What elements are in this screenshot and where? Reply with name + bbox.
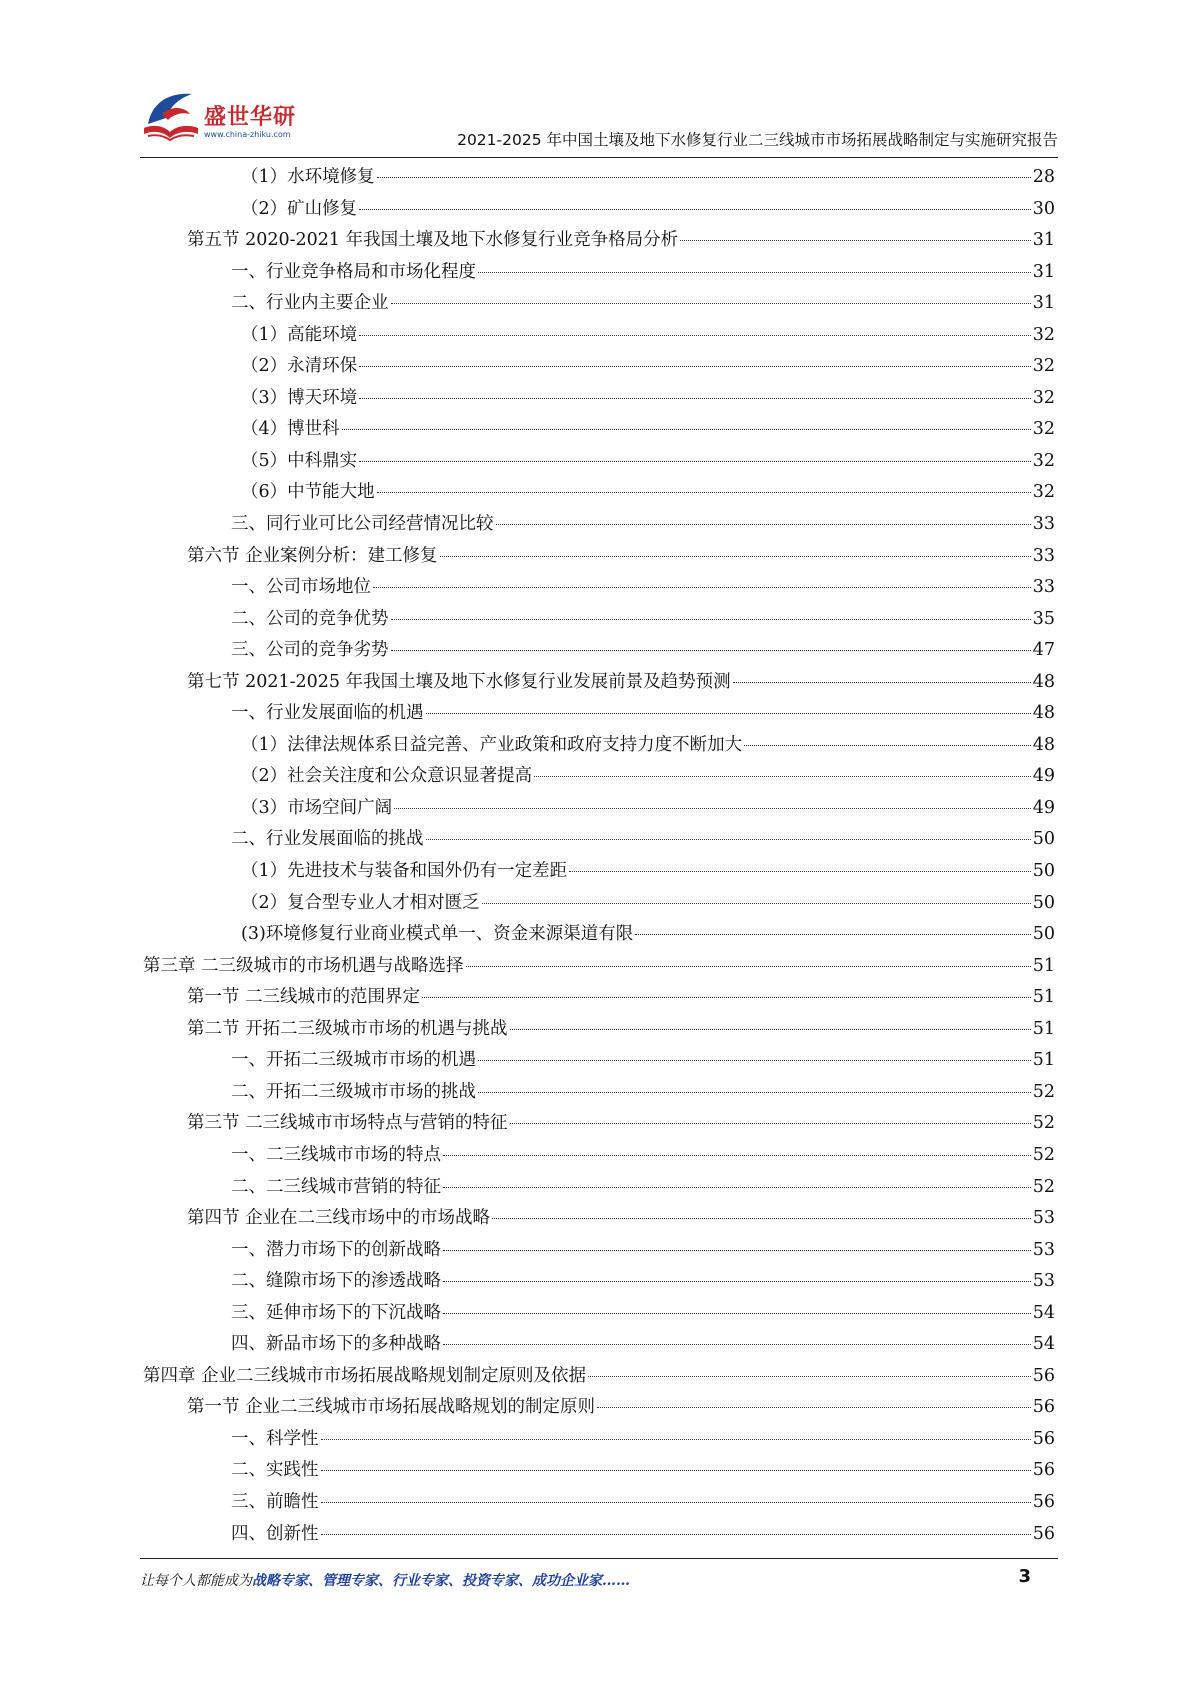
toc-entry-page: 54 [1032,1302,1055,1323]
toc-entry-page: 56 [1032,1460,1055,1481]
toc-entry[interactable] [143,541,1055,573]
toc-dot-leader [443,1312,1031,1314]
toc-dot-leader [422,996,1031,998]
toc-dot-leader [391,618,1031,620]
toc-entry-page: 31 [1032,261,1055,282]
toc-entry-page: 32 [1032,450,1055,471]
toc-entry-title: （1）高能环境 [241,324,358,345]
toc-dot-leader [321,1438,1031,1440]
toc-entry-page: 53 [1032,1239,1055,1260]
header-divider [140,157,1058,158]
toc-entry-page: 48 [1032,671,1055,692]
toc-dot-leader [478,1091,1031,1093]
toc-dot-leader [359,365,1031,367]
toc-entry-title: 第三章 二三级城市的市场机遇与战略选择 [143,955,464,976]
toc-entry-page: 30 [1032,198,1055,219]
toc-entry-title: （2）永清环保 [241,356,358,377]
toc-entry-title: （4）博世科 [241,419,340,440]
toc-entry-title: 二、行业发展面临的挑战 [231,829,424,850]
toc-entry-page: 32 [1032,356,1055,377]
toc-dot-leader [426,712,1031,714]
toc-entry[interactable] [143,604,1055,636]
toc-entry-title: 一、行业发展面临的机遇 [231,703,424,724]
toc-entry-page: 50 [1032,829,1055,850]
toc-entry[interactable] [143,951,1055,983]
toc-entry[interactable] [143,257,1055,289]
toc-entry-title: 第五节 2020-2021 年我国土壤及地下水修复行业竞争格局分析 [187,230,679,251]
toc-dot-leader [377,176,1031,178]
logo-name: 盛世华研 [204,105,297,130]
toc-entry-title: （3）市场空间广阔 [241,797,393,818]
toc-entry-title: （2）复合型专业人才相对匮乏 [241,892,480,913]
toc-entry-title: （1）水环境修复 [241,167,375,187]
toc-entry-page: 47 [1032,640,1055,661]
toc-entry[interactable] [143,351,1055,383]
toc-entry[interactable] [143,414,1055,446]
toc-entry-page: 52 [1032,1144,1055,1165]
toc-dot-leader [478,271,1031,273]
slogan-prefix: 让每个人都能成为 [140,1573,252,1589]
toc-entry[interactable] [143,1392,1055,1424]
toc-dot-leader [359,397,1031,399]
toc-entry-page: 32 [1032,387,1055,408]
toc-entry-page: 56 [1032,1428,1055,1449]
toc-dot-leader [426,838,1031,840]
toc-dot-leader [466,965,1031,967]
toc-entry-title: 第七节 2021-2025 年我国土壤及地下水修复行业发展前景及趋势预测 [187,671,731,692]
toc-entry-page: 56 [1032,1523,1055,1544]
toc-dot-leader [635,933,1030,935]
page-number: 3 [1018,1566,1031,1587]
toc-entry-page: 32 [1032,419,1055,440]
toc-entry[interactable] [143,635,1055,667]
toc-dot-leader [744,744,1031,746]
toc-dot-leader [597,1406,1031,1408]
toc-entry-title: （3）博天环境 [241,387,358,408]
toc-entry-title: 一、开拓二三级城市市场的机遇 [231,1050,476,1071]
toc-entry-page: 50 [1032,892,1055,913]
toc-entry-title: （1）先进技术与装备和国外仍有一定差距 [241,861,568,882]
toc-dot-leader [373,586,1031,588]
toc-dot-leader [443,1154,1031,1156]
toc-entry[interactable] [143,572,1055,604]
toc-entry[interactable] [143,982,1055,1014]
toc-entry-page: 52 [1032,1081,1055,1102]
toc-entry-page: 33 [1032,514,1055,535]
toc-entry-page: 56 [1032,1491,1055,1512]
toc-entry[interactable] [143,888,1055,920]
toc-dot-leader [321,1469,1031,1471]
toc-entry-title: （5）中科鼎实 [241,450,358,471]
toc-entry-title: 三、公司的竞争劣势 [231,640,389,661]
toc-entry-title: 二、实践性 [231,1460,319,1481]
toc-entry-title: 第四节 企业在二三线市场中的市场战略 [187,1208,491,1229]
toc-entry[interactable] [143,1108,1055,1140]
toc-entry-title: 三、前瞻性 [231,1491,319,1512]
toc-entry[interactable] [143,730,1055,762]
toc-dot-leader [342,428,1031,430]
toc-entry[interactable] [143,320,1055,352]
toc-entry-page: 49 [1032,766,1055,787]
toc-entry-title: 二、缝隙市场下的渗透战略 [231,1271,441,1292]
toc-dot-leader [569,870,1031,872]
toc-entry[interactable] [143,1424,1055,1456]
toc-entry-title: （1）法律法规体系日益完善、产业政策和政府支持力度不断加大 [241,734,743,755]
toc-entry[interactable] [143,1298,1055,1330]
slogan-highlight: 战略专家、管理专家、行业专家、投资专家、成功企业家…… [252,1573,630,1589]
toc-entry-title: 第一节 企业二三线城市市场拓展战略规划的制定原则 [187,1397,596,1418]
toc-entry[interactable] [143,793,1055,825]
toc-entry-page: 51 [1032,987,1055,1008]
toc-dot-leader [321,1501,1031,1503]
toc-entry[interactable] [143,919,1055,951]
toc-entry[interactable] [143,1045,1055,1077]
footer-slogan [140,1570,630,1590]
toc-entry-title: (3)环境修复行业商业模式单一、资金来源渠道有限 [241,924,634,945]
toc-entry[interactable] [143,1519,1055,1551]
toc-entry[interactable] [143,1203,1055,1235]
toc-entry-title: （2）矿山修复 [241,198,358,219]
toc-dot-leader [478,1059,1031,1061]
toc-entry-title: 第三节 二三线城市市场特点与营销的特征 [187,1113,508,1134]
toc-entry[interactable] [143,1077,1055,1109]
toc-dot-leader [359,334,1031,336]
toc-entry-page: 50 [1032,924,1055,945]
toc-entry-title: 一、科学性 [231,1428,319,1449]
toc-entry[interactable] [143,1329,1055,1361]
toc-entry[interactable] [143,477,1055,509]
toc-entry[interactable] [143,1235,1055,1267]
toc-entry-title: 第六节 企业案例分析：建工修复 [187,545,438,566]
toc-entry-page: 52 [1032,1176,1055,1197]
toc-entry[interactable] [143,225,1055,257]
toc-dot-leader [443,1343,1031,1345]
toc-dot-leader [443,1186,1031,1188]
toc-entry[interactable] [143,824,1055,856]
page-header [140,80,1058,162]
toc-entry-title: （6）中节能大地 [241,482,375,503]
toc-entry-page: 28 [1032,167,1055,187]
toc-entry[interactable] [143,383,1055,415]
toc-entry[interactable] [143,1455,1055,1487]
logo-book-icon [140,84,202,144]
toc-dot-leader [377,491,1031,493]
toc-dot-leader [492,1217,1031,1219]
toc-entry-title: 第二节 开拓二三级城市市场的机遇与挑战 [187,1018,508,1039]
toc-entry-page: 50 [1032,861,1055,882]
toc-entry-title: 二、二三线城市营销的特征 [231,1176,441,1197]
toc-entry-page: 35 [1032,608,1055,629]
toc-entry-title: 一、公司市场地位 [231,577,371,598]
toc-dot-leader [443,1280,1031,1282]
toc-entry[interactable] [143,446,1055,478]
toc-entry[interactable] [143,162,1055,194]
toc-entry-title: 一、行业竞争格局和市场化程度 [231,261,476,282]
toc-entry-title: 二、行业内主要企业 [231,293,389,314]
toc-entry-page: 31 [1032,293,1055,314]
toc-dot-leader [680,239,1031,241]
toc-dot-leader [359,208,1031,210]
toc-entry-page: 48 [1032,734,1055,755]
toc-entry[interactable] [143,509,1055,541]
toc-entry-title: 第四章 企业二三线城市市场拓展战略规划制定原则及依据 [143,1365,587,1386]
toc-entry-title: 第一节 二三线城市的范围界定 [187,987,421,1008]
toc-entry[interactable] [143,1487,1055,1519]
toc-entry-page: 51 [1032,1050,1055,1071]
toc-dot-leader [496,523,1031,525]
toc-dot-leader [510,1122,1031,1124]
toc-entry[interactable] [143,1140,1055,1172]
table-of-contents [143,162,1055,1550]
company-logo [140,80,310,148]
toc-entry-title: 三、延伸市场下的下沉战略 [231,1302,441,1323]
toc-dot-leader [733,681,1031,683]
toc-dot-leader [321,1533,1031,1535]
toc-entry-page: 48 [1032,703,1055,724]
footer-divider [140,1558,1058,1559]
toc-entry[interactable] [143,667,1055,699]
toc-entry-title: 一、潜力市场下的创新战略 [231,1239,441,1260]
toc-dot-leader [443,1249,1031,1251]
toc-entry-title: 四、创新性 [231,1523,319,1544]
toc-entry-page: 54 [1032,1334,1055,1355]
toc-dot-leader [482,902,1031,904]
toc-entry-title: 三、同行业可比公司经营情况比较 [231,514,494,535]
toc-dot-leader [394,807,1031,809]
toc-entry[interactable] [143,1361,1055,1393]
toc-entry[interactable] [143,1172,1055,1204]
toc-entry-title: （2）社会关注度和公众意识显著提高 [241,766,533,787]
toc-entry-page: 56 [1032,1365,1055,1386]
logo-url: www.china-zhiku.com [204,130,291,139]
toc-entry-page: 53 [1032,1208,1055,1229]
report-title: 2021-2025 年中国土壤及地下水修复行业二三线城市市场拓展战略制定与实施研究报告 [457,131,1058,149]
toc-entry[interactable] [143,856,1055,888]
toc-entry-page: 32 [1032,324,1055,345]
toc-dot-leader [391,649,1031,651]
toc-entry-page: 56 [1032,1397,1055,1418]
toc-dot-leader [534,775,1031,777]
toc-entry-title: 四、新品市场下的多种战略 [231,1334,441,1355]
toc-entry-page: 52 [1032,1113,1055,1134]
toc-entry-page: 33 [1032,577,1055,598]
toc-entry[interactable] [143,698,1055,730]
toc-entry[interactable] [143,1266,1055,1298]
toc-entry-page: 53 [1032,1271,1055,1292]
toc-entry-page: 32 [1032,482,1055,503]
toc-entry[interactable] [143,1014,1055,1046]
toc-entry-title: 一、二三线城市市场的特点 [231,1144,441,1165]
toc-entry[interactable] [143,761,1055,793]
toc-entry-page: 49 [1032,797,1055,818]
toc-dot-leader [588,1375,1031,1377]
toc-entry-page: 51 [1032,1018,1055,1039]
toc-entry-title: 二、开拓二三级城市市场的挑战 [231,1081,476,1102]
toc-entry[interactable] [143,288,1055,320]
toc-entry[interactable] [143,194,1055,226]
toc-entry-page: 33 [1032,545,1055,566]
toc-dot-leader [510,1028,1031,1030]
toc-dot-leader [391,302,1031,304]
toc-entry-title: 二、公司的竞争优势 [231,608,389,629]
toc-entry-page: 31 [1032,230,1055,251]
toc-entry-page: 51 [1032,955,1055,976]
toc-dot-leader [440,555,1031,557]
toc-dot-leader [359,460,1031,462]
